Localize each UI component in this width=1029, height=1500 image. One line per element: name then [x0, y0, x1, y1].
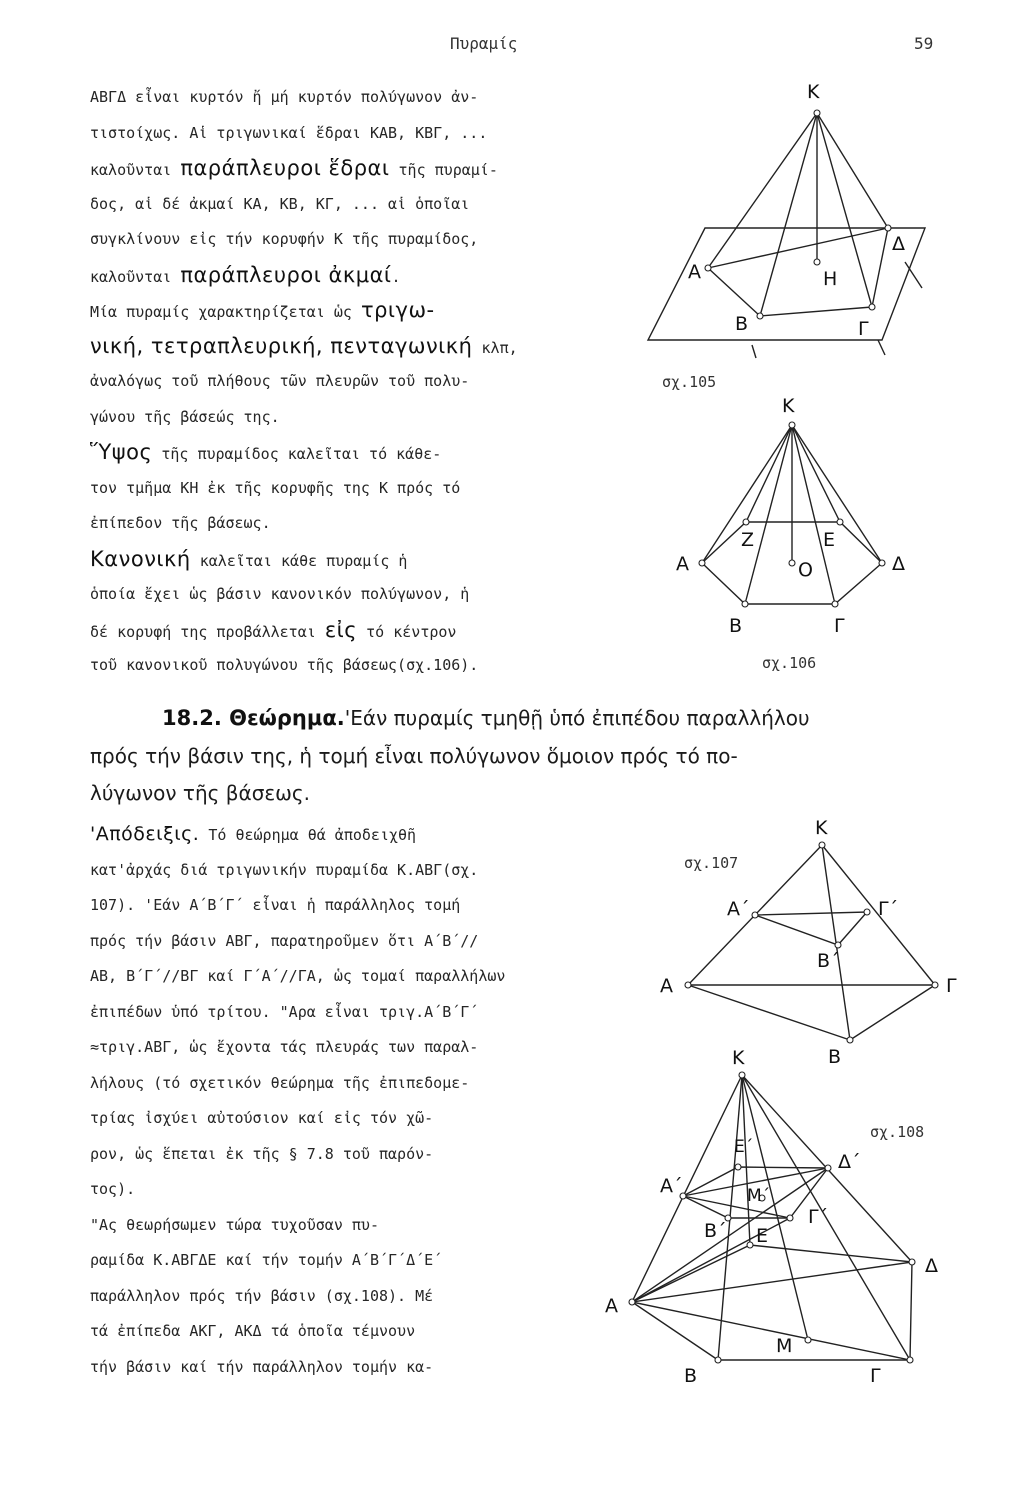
- label-M1: Μ΄: [747, 1186, 771, 1206]
- caption-fig106: σχ.106: [762, 654, 817, 672]
- edge-KZ: [746, 425, 792, 522]
- text-line: ἀναλόγως τοῦ πλήθους τῶν πλευρῶν τοῦ πολυ-: [90, 372, 470, 390]
- label-A1: Α΄: [660, 1175, 683, 1197]
- label-D: Δ: [892, 233, 905, 255]
- text-line: γώνου τῆς βάσεώς της.: [90, 407, 280, 426]
- caption-fig108: σχ.108: [870, 1123, 925, 1141]
- text-line: δος, αἱ δέ ἀκμαί ΚΑ, ΚΒ, ΚΓ, ... αἱ ὁποῖαι: [90, 194, 470, 213]
- section-diagonal-A1G1: [683, 1196, 790, 1218]
- label-D: Δ: [925, 1255, 938, 1277]
- label-B: Β: [729, 615, 743, 637]
- vertex-B: [742, 601, 748, 607]
- label-E1: Ε΄: [734, 1137, 754, 1157]
- vertex-D1: [825, 1165, 831, 1171]
- label-G: Γ: [834, 615, 845, 637]
- label-G1: Γ΄: [808, 1206, 829, 1228]
- label-Z: Ζ: [741, 529, 755, 551]
- edge-GD: [872, 228, 888, 307]
- theorem-number: 18.2. Θεώρημα.: [162, 706, 345, 730]
- text-line: Ὕψος τῆς πυραμίδος καλεῖται τό κάθε-: [90, 440, 442, 464]
- vertex-A1: [752, 912, 758, 918]
- running-header: Πυραμίς: [450, 34, 518, 53]
- label-G: Γ: [858, 318, 869, 340]
- text-line: τρίας ἰσχύει αὐτούσιον καί εἰς τόν χῶ-: [90, 1109, 434, 1127]
- vertex-E: [837, 519, 843, 525]
- figure-108: [605, 1047, 938, 1387]
- vertex-K: [819, 842, 825, 848]
- section-A1B1G1: [755, 912, 867, 945]
- label-A: Α: [676, 553, 689, 575]
- theorem-line: 18.2. Θεώρημα.'Εάν πυραμίς τμηθῇ ὑπό ἐπιπέδου παραλλήλου: [162, 706, 810, 730]
- term-height: Ὕψος: [90, 440, 153, 464]
- vertex-A: [629, 1299, 635, 1305]
- center-O: [789, 560, 795, 566]
- term-at: εἰς: [324, 617, 358, 642]
- text-line: δέ κορυφή της προβάλλεται εἰς τό κέντρον: [90, 617, 457, 642]
- vertex-A: [685, 982, 691, 988]
- text-line: 'Απόδειξις. Τό θεώρημα θά ἀποδειχθῆ: [90, 823, 417, 845]
- term-lateral-edges: παράπλευροι ἀκμαί: [180, 262, 392, 287]
- label-E: Ε: [823, 529, 836, 551]
- text-line: ΑΒ, Β΄Γ΄//ΒΓ καί Γ΄Α΄//ΓΑ, ὡς τομαί παραλλήλων: [90, 967, 506, 985]
- theorem-line: λύγωνον τῆς βάσεως.: [90, 781, 311, 805]
- label-G: Γ: [870, 1365, 881, 1387]
- theorem-line: πρός τήν βάσιν της, ἡ τομή εἶναι πολύγωνον ὅμοιον πρός τό πο-: [90, 743, 738, 768]
- vertex-A: [699, 560, 705, 566]
- text-line: παράλληλον πρός τήν βάσιν (σχ.108). Μέ: [90, 1286, 434, 1305]
- vertex-E: [747, 1242, 753, 1248]
- term-lateral-faces: παράπλευροι ἕδραι: [180, 156, 390, 180]
- label-B1: Β΄: [704, 1220, 727, 1242]
- label-B: Β: [828, 1046, 842, 1068]
- text-line: τήν βάσιν καί τήν παράλληλον τομήν κα-: [90, 1357, 434, 1376]
- edge-KE: [792, 425, 840, 522]
- label-D: Δ: [892, 553, 905, 575]
- text-line: τος).: [90, 1180, 136, 1198]
- text-line: ὁποία ἔχει ὡς βάσιν κανονικόν πολύγωνον, ἡ: [90, 585, 470, 603]
- label-A1: Α΄: [727, 898, 750, 920]
- text-line: τον τμῆμα ΚΗ ἐκ τῆς κορυφῆς της Κ πρός τό: [90, 478, 461, 497]
- label-M: Μ: [776, 1335, 793, 1357]
- text-line: 107). 'Εάν Α΄Β΄Γ΄ εἶναι ἡ παράλληλος τομή: [90, 896, 461, 914]
- vertex-G: [932, 982, 938, 988]
- tick-mark: [878, 340, 885, 355]
- text-line: συγκλίνουν εἰς τήν κορυφήν Κ τῆς πυραμίδος,: [90, 230, 479, 248]
- vertex-D: [885, 225, 891, 231]
- term-regular: Κανονική: [90, 546, 191, 571]
- vertex-B1: [835, 942, 841, 948]
- vertex-B: [715, 1357, 721, 1363]
- term-pyramid-types: νική, τετραπλευρική, πενταγωνική: [90, 333, 473, 358]
- text-line: λήλους (τό σχετικόν θεώρημα τῆς ἐπιπεδομε-: [90, 1073, 470, 1092]
- edge-KD: [817, 113, 888, 228]
- label-H: Η: [823, 268, 838, 290]
- label-B1: Β΄: [817, 950, 840, 972]
- figure-106: [676, 395, 905, 672]
- text-line: νική, τετραπλευρική, πενταγωνική κλπ,: [90, 333, 518, 358]
- vertex-G: [832, 601, 838, 607]
- point-M: [805, 1337, 811, 1343]
- vertex-G1: [787, 1215, 793, 1221]
- vertex-K: [814, 110, 820, 116]
- label-K: Κ: [732, 1047, 745, 1069]
- label-A: Α: [688, 261, 701, 283]
- caption-fig107: σχ.107: [684, 854, 739, 872]
- edge-AB: [688, 985, 850, 1040]
- label-K: Κ: [782, 395, 795, 417]
- edge-KB: [745, 425, 792, 604]
- vertex-A: [705, 265, 711, 271]
- vertex-G: [907, 1357, 913, 1363]
- vertex-B: [847, 1037, 853, 1043]
- caption-fig105: σχ.105: [662, 373, 717, 391]
- text-line: ρον, ὡς ἕπεται ἐκ τῆς § 7.8 τοῦ παρόν-: [90, 1144, 434, 1163]
- text-line: τά ἐπίπεδα ΑΚΓ, ΑΚΔ τά ὁποῖα τέμνουν: [90, 1322, 416, 1340]
- label-A: Α: [660, 975, 673, 997]
- term-triangular: τριγω-: [360, 298, 435, 322]
- text-line: Κανονική καλεῖται κάθε πυραμίς ἡ: [90, 546, 408, 571]
- edge-AD: [708, 228, 888, 268]
- label-B: Β: [735, 313, 749, 335]
- text-line: ἐπιπέδων ὑπό τρίτου. "Αρα εἶναι τριγ.Α΄Β΄Γ΄: [90, 1002, 479, 1021]
- edge-KD: [792, 425, 882, 563]
- vertex-Z: [743, 519, 749, 525]
- vertex-E1: [735, 1164, 741, 1170]
- label-A: Α: [605, 1295, 618, 1317]
- vertex-D: [909, 1259, 915, 1265]
- vertex-D: [879, 560, 885, 566]
- edge-BG: [850, 985, 935, 1040]
- text-line: ≈τριγ.ΑΒΓ, ὡς ἔχοντα τάς πλευράς των παραλ-: [90, 1038, 479, 1056]
- base-front: [702, 563, 882, 604]
- term-proof: 'Απόδειξις.: [90, 823, 200, 845]
- text-line: ραμίδα Κ.ΑΒΓΔΕ καί τήν τομήν Α΄Β΄Γ΄Δ΄Ε΄: [90, 1251, 443, 1269]
- tick-mark: [752, 345, 756, 358]
- text-line: κατ'ἀρχάς διά τριγωνικήν πυραμίδα Κ.ΑΒΓ(σχ.: [90, 860, 479, 879]
- text-line: "Ας θεωρήσωμεν τώρα τυχοῦσαν πυ-: [90, 1215, 379, 1234]
- vertex-B: [757, 313, 763, 319]
- edge-BG: [760, 307, 872, 316]
- label-O: Ο: [798, 559, 813, 581]
- vertex-G: [869, 304, 875, 310]
- text-line: τοῦ κανονικοῦ πολυγώνου τῆς βάσεως(σχ.106).: [90, 656, 479, 674]
- edge-KA: [708, 113, 817, 268]
- text-line: Μία πυραμίς χαρακτηρίζεται ὡς τριγω-: [90, 298, 435, 322]
- text-line: ἐπίπεδον τῆς βάσεως.: [90, 514, 271, 532]
- text-line: τιστοίχως. Αἱ τριγωνικαί ἕδραι ΚΑΒ, ΚΒΓ, ...: [90, 123, 488, 142]
- label-G1: Γ΄: [878, 898, 899, 920]
- label-K: Κ: [815, 817, 828, 839]
- label-B: Β: [684, 1365, 698, 1387]
- base-plane: [648, 228, 925, 340]
- label-G: Γ: [946, 975, 957, 997]
- edge-AB: [708, 268, 760, 316]
- foot-H: [814, 259, 820, 265]
- page-number: 59: [914, 34, 934, 53]
- text-line: ΑΒΓΔ εἶναι κυρτόν ἤ μή κυρτόν πολύγωνον ἀν-: [90, 88, 479, 106]
- label-E: Ε: [756, 1225, 769, 1247]
- vertex-G1: [864, 909, 870, 915]
- text-line: καλοῦνται παράπλευροι ἕδραι τῆς πυραμί-: [90, 156, 498, 180]
- edge-KB: [760, 113, 817, 316]
- text-line: καλοῦνται παράπλευροι ἀκμαί.: [90, 262, 401, 287]
- figure-107: [660, 817, 957, 1068]
- label-K: Κ: [807, 81, 820, 103]
- label-D1: Δ΄: [838, 1151, 861, 1173]
- vertex-K: [789, 422, 795, 428]
- vertex-K: [739, 1072, 745, 1078]
- text-line: πρός τήν βάσιν ΑΒΓ, παρατηροῦμεν ὅτι Α΄Β΄//: [90, 931, 479, 950]
- figure-105: [648, 81, 925, 391]
- diagonal-AG: [632, 1302, 910, 1360]
